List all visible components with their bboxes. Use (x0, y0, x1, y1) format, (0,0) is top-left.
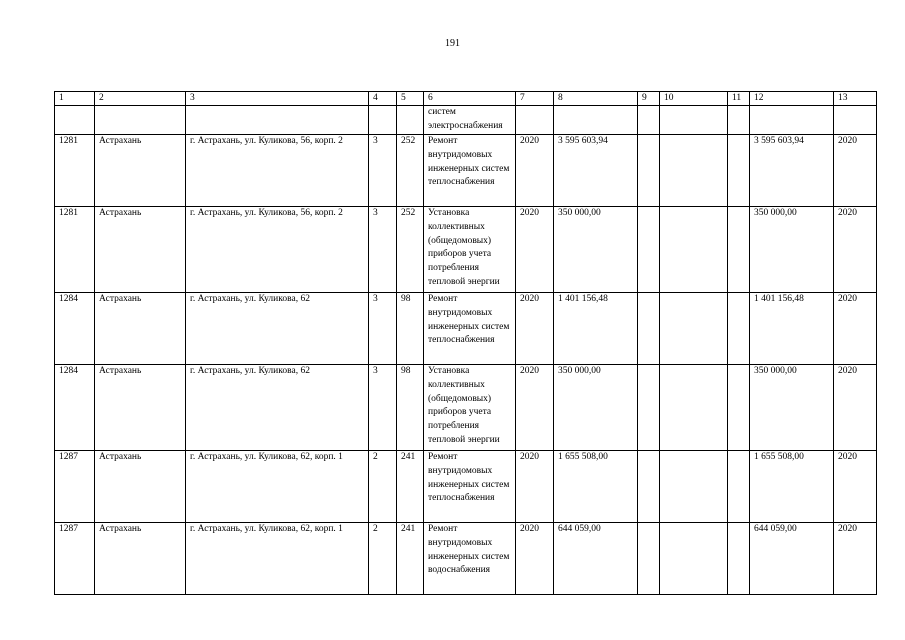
cell-col4: 3 (369, 293, 397, 365)
cell-cost-total: 1 655 508,00 (750, 451, 834, 523)
column-header: 8 (554, 92, 638, 106)
column-header: 1 (55, 92, 95, 106)
cell-cost-total: 644 059,00 (750, 523, 834, 595)
cell-year: 2020 (516, 207, 554, 293)
cell-col4: 2 (369, 523, 397, 595)
cell-col5: 252 (397, 135, 424, 207)
table-cell (516, 106, 554, 135)
cell-col4: 3 (369, 207, 397, 293)
table-cell (369, 106, 397, 135)
cell-cost-total: 1 401 156,48 (750, 293, 834, 365)
cell-year-end: 2020 (834, 207, 877, 293)
cell-number: 1281 (55, 207, 95, 293)
table-cell (660, 523, 728, 595)
table-cell (660, 451, 728, 523)
cell-year-end: 2020 (834, 523, 877, 595)
table-row (55, 523, 877, 595)
cell-col5: 252 (397, 207, 424, 293)
cell-number: 1284 (55, 293, 95, 365)
table-cell (660, 106, 728, 135)
column-header: 12 (750, 92, 834, 106)
cell-municipality: Астрахань (95, 523, 186, 595)
table-cell (638, 523, 660, 595)
table-cell (750, 106, 834, 135)
column-header: 4 (369, 92, 397, 106)
cell-municipality: Астрахань (95, 451, 186, 523)
table-row (55, 207, 877, 293)
cell-work-type: Ремонт внутридомовых инженерных систем теплоснабжения (424, 293, 516, 365)
cell-municipality: Астрахань (95, 293, 186, 365)
column-header: 5 (397, 92, 424, 106)
cell-address: г. Астрахань, ул. Куликова, 62, корп. 1 (186, 523, 369, 595)
table-cell (95, 106, 186, 135)
column-header: 7 (516, 92, 554, 106)
cell-number: 1287 (55, 523, 95, 595)
table-cell (728, 106, 750, 135)
cell-number: 1287 (55, 451, 95, 523)
table-cell (728, 451, 750, 523)
table-cell (638, 207, 660, 293)
cell-col5: 98 (397, 293, 424, 365)
capital-repair-table (54, 91, 877, 595)
table-cell (834, 106, 877, 135)
cell-number: 1284 (55, 365, 95, 451)
column-header: 13 (834, 92, 877, 106)
cell-cost: 644 059,00 (554, 523, 638, 595)
cell-work-type: Установка коллективных (общедомовых) приборов учета потребления тепловой энергии (424, 365, 516, 451)
cell-year: 2020 (516, 365, 554, 451)
cell-work-type: Ремонт внутридомовых инженерных систем водоснабжения (424, 523, 516, 595)
table-cell (660, 207, 728, 293)
cell-number: 1281 (55, 135, 95, 207)
table-row (55, 135, 877, 207)
cell-col4: 3 (369, 135, 397, 207)
page-number: 191 (445, 38, 460, 49)
table-row (55, 293, 877, 365)
column-header: 6 (424, 92, 516, 106)
table-row (55, 365, 877, 451)
column-header: 3 (186, 92, 369, 106)
cell-cost: 3 595 603,94 (554, 135, 638, 207)
table-cell (638, 365, 660, 451)
cell-municipality: Астрахань (95, 365, 186, 451)
cell-cost: 1 401 156,48 (554, 293, 638, 365)
table-cell (554, 106, 638, 135)
continuation-row (55, 106, 877, 135)
table-cell (638, 451, 660, 523)
table-row (55, 451, 877, 523)
table-cell (728, 135, 750, 207)
cell-cost-total: 350 000,00 (750, 365, 834, 451)
table-cell (728, 293, 750, 365)
table-cell (55, 106, 95, 135)
cell-year: 2020 (516, 293, 554, 365)
cell-address: г. Астрахань, ул. Куликова, 62, корп. 1 (186, 451, 369, 523)
table-cell (660, 135, 728, 207)
cell-address: г. Астрахань, ул. Куликова, 62 (186, 293, 369, 365)
cell-cost: 350 000,00 (554, 365, 638, 451)
cell-cost-total: 3 595 603,94 (750, 135, 834, 207)
cell-year: 2020 (516, 135, 554, 207)
cell-address: г. Астрахань, ул. Куликова, 56, корп. 2 (186, 207, 369, 293)
cell-year-end: 2020 (834, 293, 877, 365)
cell-address: г. Астрахань, ул. Куликова, 56, корп. 2 (186, 135, 369, 207)
cell-year: 2020 (516, 523, 554, 595)
cell-col4: 3 (369, 365, 397, 451)
cell-municipality: Астрахань (95, 135, 186, 207)
column-header: 10 (660, 92, 728, 106)
column-header: 9 (638, 92, 660, 106)
column-header: 11 (728, 92, 750, 106)
cell-col4: 2 (369, 451, 397, 523)
cell-address: г. Астрахань, ул. Куликова, 62 (186, 365, 369, 451)
cell-year-end: 2020 (834, 135, 877, 207)
table-cell (397, 106, 424, 135)
cell-work-type: Установка коллективных (общедомовых) приборов учета потребления тепловой энергии (424, 207, 516, 293)
cell-col5: 98 (397, 365, 424, 451)
cell-col5: 241 (397, 523, 424, 595)
cell-year: 2020 (516, 451, 554, 523)
column-header: 2 (95, 92, 186, 106)
cell-year-end: 2020 (834, 365, 877, 451)
table-cell: систем электроснабжения (424, 106, 516, 135)
table-cell (728, 207, 750, 293)
table-cell (186, 106, 369, 135)
table-cell (728, 365, 750, 451)
cell-work-type: Ремонт внутридомовых инженерных систем теплоснабжения (424, 451, 516, 523)
cell-work-type: Ремонт внутридомовых инженерных систем теплоснабжения (424, 135, 516, 207)
table-cell (638, 135, 660, 207)
table-cell (728, 523, 750, 595)
cell-cost: 1 655 508,00 (554, 451, 638, 523)
header-row (55, 92, 877, 106)
table-cell (660, 293, 728, 365)
cell-municipality: Астрахань (95, 207, 186, 293)
table-cell (638, 293, 660, 365)
table-cell (638, 106, 660, 135)
cell-year-end: 2020 (834, 451, 877, 523)
cell-cost-total: 350 000,00 (750, 207, 834, 293)
table-cell (660, 365, 728, 451)
cell-cost: 350 000,00 (554, 207, 638, 293)
cell-col5: 241 (397, 451, 424, 523)
